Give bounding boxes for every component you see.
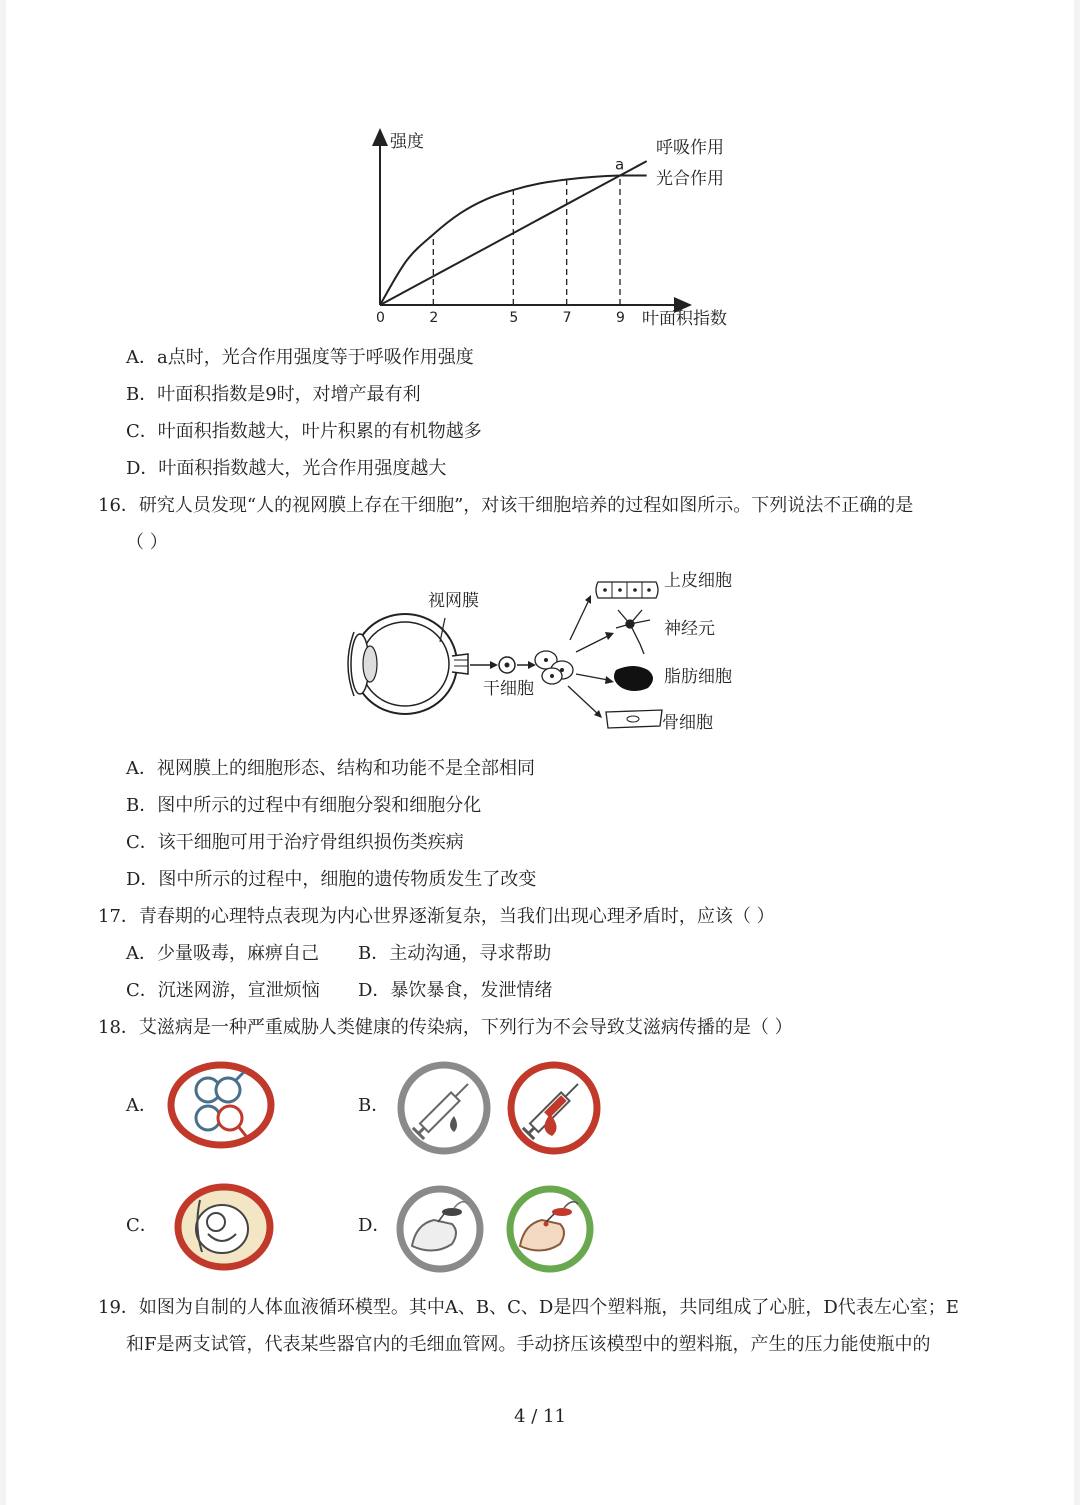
q18-mother-baby-icon bbox=[172, 1182, 276, 1272]
guide-lines bbox=[433, 176, 620, 305]
q18-label-c: C． bbox=[126, 1215, 158, 1236]
q16-option-b: B．图中所示的过程中有细胞分裂和细胞分化 bbox=[126, 795, 482, 816]
q19-stem-line-2: 和F是两支试管，代表某些器官内的毛细血管网。手动挤压该模型中的塑料瓶，产生的压力能使瓶中的 bbox=[126, 1334, 931, 1355]
page-number: 4 / 11 bbox=[514, 1406, 566, 1427]
eye-icon bbox=[348, 614, 468, 714]
q18-mosquito-gray-icon bbox=[394, 1184, 488, 1274]
fat-cell-label: 脂肪细胞 bbox=[664, 667, 732, 687]
q15-chart bbox=[340, 120, 760, 335]
bone-cell-icon bbox=[606, 710, 662, 728]
point-a-label: a bbox=[615, 155, 625, 174]
stem-cell-label: 干细胞 bbox=[483, 679, 534, 699]
y-axis-label: 强度 bbox=[390, 132, 424, 152]
x-tick-label: 9 bbox=[616, 310, 625, 326]
q15-option-c: C．叶面积指数越大，叶片积累的有机物越多 bbox=[126, 421, 482, 442]
epithelial-cells-icon bbox=[596, 582, 658, 598]
q18-syringe-red-icon bbox=[506, 1060, 606, 1156]
q17-option-a: A．少量吸毒，麻痹自己 bbox=[126, 943, 319, 964]
q17-stem: 17．青春期的心理特点表现为内心世界逐渐复杂，当我们出现心理矛盾时，应该（ ） bbox=[98, 906, 775, 927]
cell-cluster-icon bbox=[535, 651, 573, 684]
legend-photosynthesis: 光合作用 bbox=[656, 169, 724, 189]
q18-label-d: D． bbox=[358, 1215, 391, 1236]
q15-option-d: D．叶面积指数越大，光合作用强度越大 bbox=[126, 458, 447, 479]
fat-cell-icon bbox=[614, 666, 653, 691]
q17-option-b: B．主动沟通，寻求帮助 bbox=[358, 943, 552, 964]
x-tick-labels bbox=[376, 310, 625, 326]
q15-option-b: B．叶面积指数是9时，对增产最有利 bbox=[126, 384, 421, 405]
x-tick-label: 0 bbox=[376, 310, 385, 326]
q18-label-a: A． bbox=[126, 1095, 157, 1116]
legend-respiration: 呼吸作用 bbox=[656, 138, 724, 158]
q17-option-d: D．暴饮暴食，发泄情绪 bbox=[358, 980, 553, 1001]
q16-option-d: D．图中所示的过程中，细胞的遗传物质发生了改变 bbox=[126, 869, 537, 890]
page-edge-left bbox=[0, 0, 6, 1505]
q15-option-a: A．a点时，光合作用强度等于呼吸作用强度 bbox=[126, 347, 474, 368]
q16-option-c: C．该干细胞可用于治疗骨组织损伤类疾病 bbox=[126, 832, 464, 853]
q18-stem: 18．艾滋病是一种严重威胁人类健康的传染病，下列行为不会导致艾滋病传播的是（ ） bbox=[98, 1017, 793, 1038]
stem-cell-icon bbox=[499, 657, 515, 673]
q16-stem-cell-diagram bbox=[340, 562, 760, 747]
neuron-icon bbox=[616, 610, 650, 654]
x-tick-label: 7 bbox=[562, 310, 572, 326]
q16-answer-blank: （ ） bbox=[126, 532, 168, 553]
page-edge-right bbox=[1074, 0, 1080, 1505]
q16-stem: 16．研究人员发现“人的视网膜上存在干细胞”，对该干细胞培养的过程如图所示。下列说法不正确的是 bbox=[98, 495, 914, 516]
x-axis-label: 叶面积指数 bbox=[642, 309, 727, 329]
q16-option-a: A．视网膜上的细胞形态、结构和功能不是全部相同 bbox=[126, 758, 535, 779]
q18-label-b: B． bbox=[358, 1095, 390, 1116]
q17-option-c: C．沉迷网游，宣泄烦恼 bbox=[126, 980, 320, 1001]
q18-mosquito-green-icon bbox=[502, 1184, 602, 1274]
x-tick-label: 2 bbox=[429, 310, 439, 326]
q18-syringe-gray-icon bbox=[396, 1060, 496, 1156]
neuron-label: 神经元 bbox=[664, 619, 715, 639]
bone-cell-label: 骨细胞 bbox=[662, 713, 713, 733]
epithelial-label: 上皮细胞 bbox=[664, 571, 732, 591]
retina-label: 视网膜 bbox=[428, 591, 479, 611]
q18-sexual-contact-icon bbox=[166, 1060, 276, 1150]
q19-stem-line-1: 19．如图为自制的人体血液循环模型。其中A、B、C、D是四个塑料瓶，共同组成了心脏，D代表左心室；E bbox=[98, 1297, 959, 1318]
x-tick-label: 5 bbox=[509, 310, 519, 326]
